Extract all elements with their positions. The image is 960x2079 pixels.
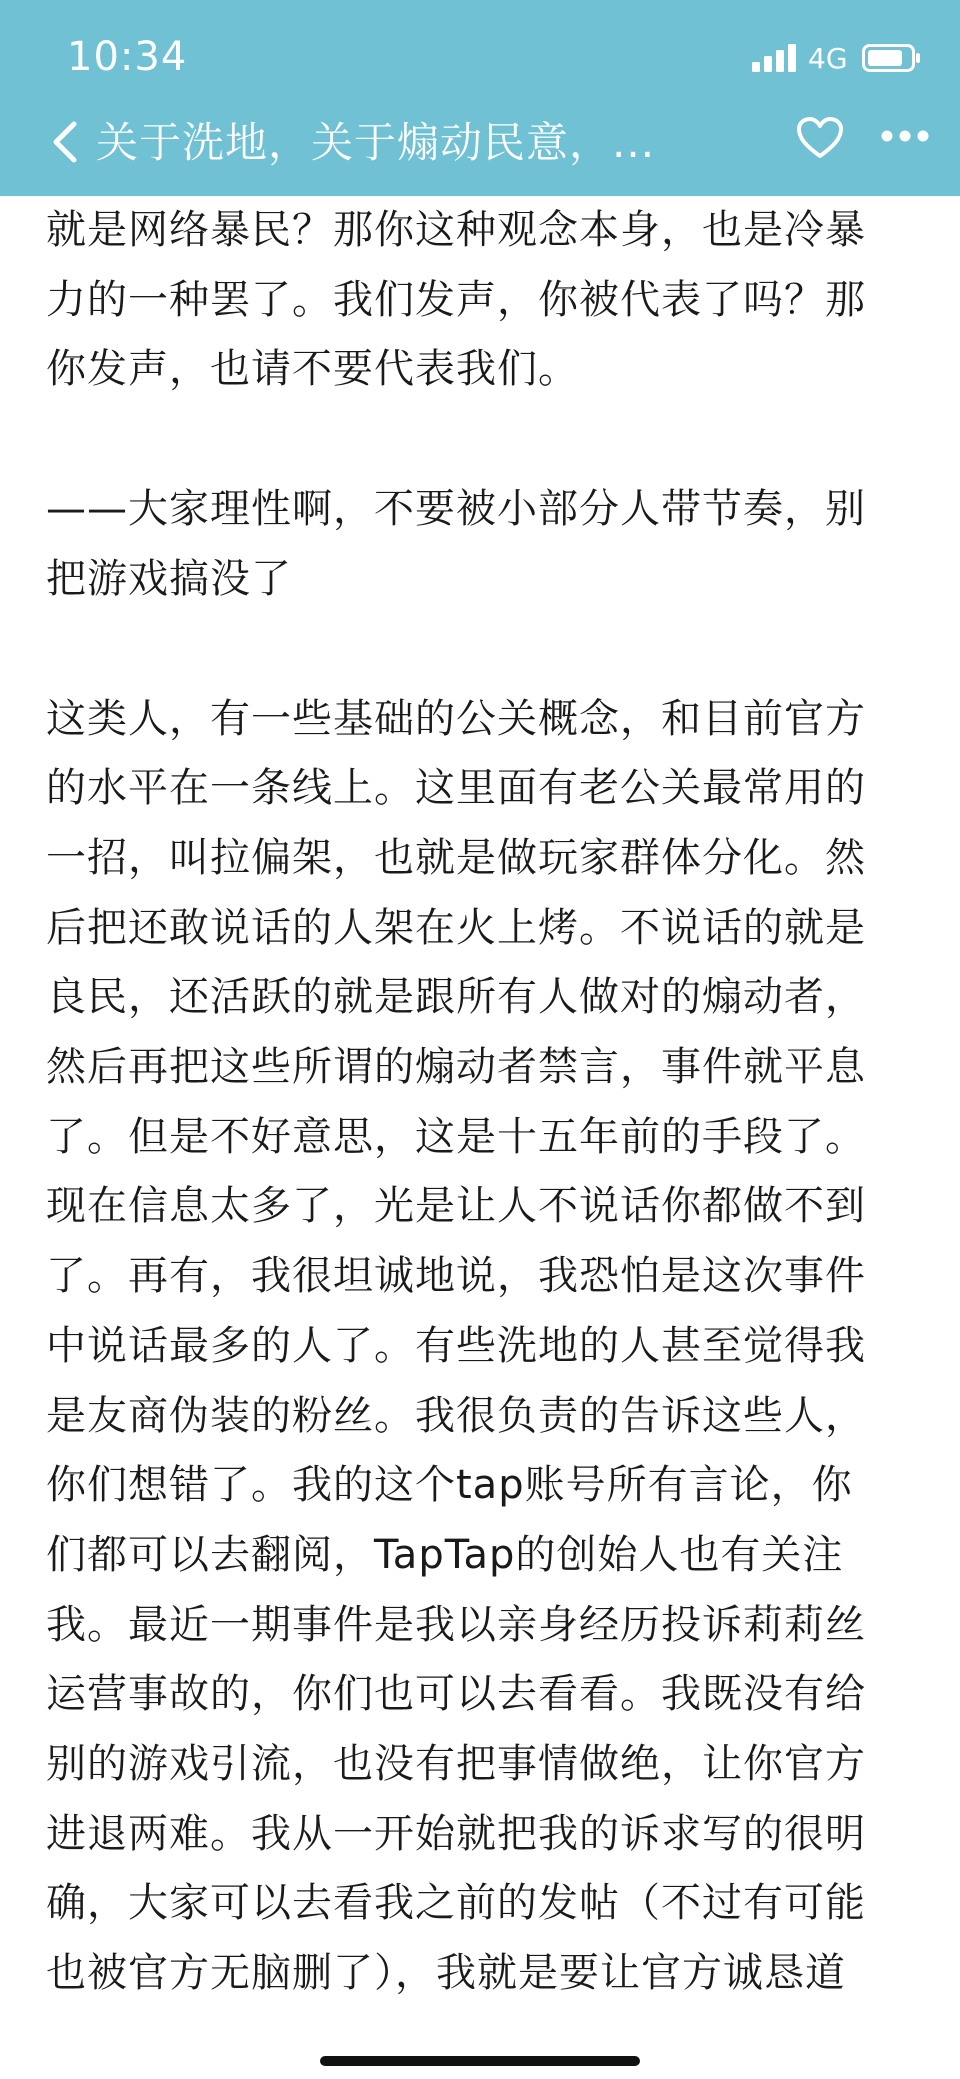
article-paragraph: ——大家理性啊，不要被小部分人带节奏，别 把游戏搞没了	[46, 486, 866, 602]
article-paragraph: 这类人，有一些基础的公关概念，和目前官方 的水平在一条线上。这里面有老公关最常用的 一招，叫拉偏架，也就是做玩家群体分化。然 后把还敢说话的人架在火上烤。不说话的就是 良民，还活跃的就是跟所有人做对的煽动者， 然后再把这些所谓的煽动者禁言，事件就平息 了。但是不好意思，这是十五年前的手段了。 现在信息太多了，光是让人不说话你都做不到 了。再有，我很坦诚地说，我恐怕是这次事件 中说话最多的人了。有些洗地的人甚至觉得我 是友商伪装的粉丝。我很负责的告诉这些人， 你们想错了。我的这个tap账号所有言论，你 们都可以去翻阅，TapTap的创始人也有关注 我。最近一期事件是我以亲身经历投诉莉莉丝 运营事故的，你们也可以去看看。我既没有给 别的游戏引流，也没有把事情做绝，让你官方 进退两难。我从一开始就把我的诉求写的很明 确，大家可以去看我之前的发帖（不过有可能 也被官方无脑删了），我就是要让官方诚恳道	[46, 695, 866, 1997]
home-indicator	[320, 2056, 640, 2066]
battery-icon	[862, 44, 922, 76]
article-body	[46, 196, 926, 2009]
back-chevron-icon[interactable]	[50, 120, 78, 168]
like-heart-icon[interactable]	[796, 116, 844, 164]
top-header	[0, 0, 960, 196]
paragraph-spacer	[46, 615, 926, 685]
status-time: 10:34	[67, 34, 188, 80]
network-type: 4G	[808, 42, 848, 75]
signal-icon	[752, 44, 800, 76]
page-title: 关于洗地，关于煽动民意，...	[96, 118, 656, 167]
paragraph-spacer	[46, 405, 926, 475]
article-paragraph: 就是网络暴民？那你这种观念本身，也是冷暴 力的一种罢了。我们发声，你被代表了吗？那 你发声，也请不要代表我们。	[46, 207, 866, 393]
more-options-icon[interactable]	[880, 128, 930, 147]
